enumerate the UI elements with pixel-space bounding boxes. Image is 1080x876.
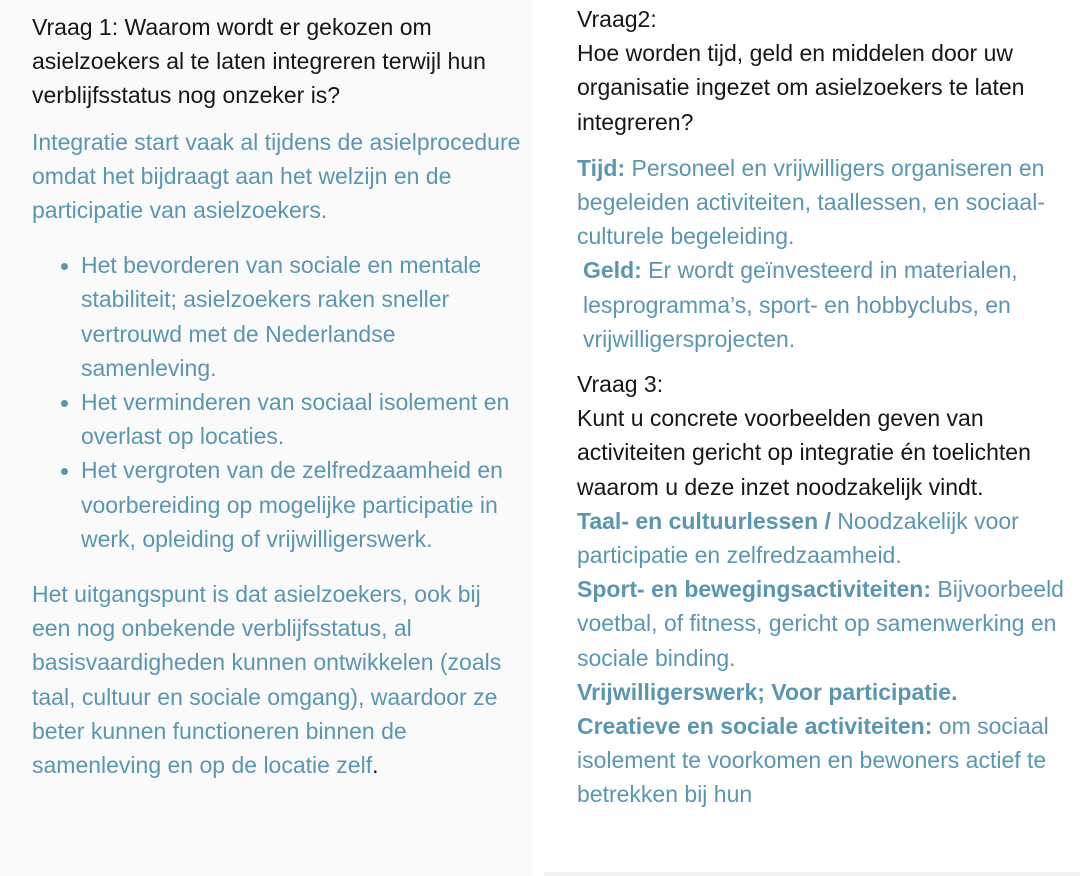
list-item <box>32 453 522 556</box>
list-item-text: Het bevorderen van sociale en mentale stabiliteit; asielzoekers raken sneller vertrouwd met de Nederlandse samenleving. <box>81 252 482 381</box>
vraag-1-bullet-list <box>32 248 522 556</box>
tijd-label: Tijd: <box>577 154 626 181</box>
geld-label: Geld: <box>583 257 642 284</box>
vraag-2-label: Vraag2: <box>577 6 657 32</box>
list-item <box>577 709 1073 812</box>
geld-text: Er wordt geïnvesteerd in materialen, lesprogramma’s, sport- en hobbyclubs, en vrijwilligersprojecten. <box>583 257 1018 352</box>
vraag-3-answer <box>577 504 1073 812</box>
item-label: Vrijwilligerswerk; Voor participatie. <box>577 678 958 705</box>
vraag-1-intro: Integratie start vaak al tijdens de asielprocedure omdat het bijdraagt aan het welzijn en de participatie van asielzoekers. <box>32 128 521 224</box>
item-label: Taal- en cultuurlessen / <box>577 507 831 534</box>
conclusion-text: Het uitgangspunt is dat asielzoekers, ook bij een nog onbekende verblijfsstatus, al basisvaardigheden kunnen ontwikkelen (zoals taal, cultuur en sociale omgang), waardoor ze beter kunnen functioneren binnen de samenleving en op de locatie zelf <box>32 581 502 779</box>
panel-divider <box>532 0 544 876</box>
right-panel <box>544 0 1080 876</box>
vraag-1-section <box>32 10 522 782</box>
list-item <box>577 572 1073 675</box>
item-label: Creatieve en sociale activiteiten: <box>577 713 933 740</box>
list-item-text: Het verminderen van sociaal isolement en overlast op locaties. <box>81 389 510 450</box>
item-text: om sociaal isolement te voorkomen en bewoners actief te betrekken bij hun <box>577 713 1049 808</box>
item-text: Bijvoorbeeld voetbal, of fitness, gericht op samenwerking en sociale binding. <box>577 576 1064 671</box>
geld-paragraph <box>577 253 1073 356</box>
bullet-dot-icon <box>61 468 68 475</box>
conclusion-period: . <box>372 752 379 779</box>
bullet-dot-icon <box>61 400 68 407</box>
vraag-2-answer <box>577 151 1073 356</box>
vraag-1-conclusion <box>32 577 522 782</box>
vraag-3-text: Kunt u concrete voorbeelden geven van activiteiten gericht op integratie én toelichten waarom u deze inzet noodzakelijk vindt. <box>577 405 1031 500</box>
vraag-2-question <box>577 2 1073 139</box>
list-item-text: Het vergroten van de zelfredzaamheid en voorbereiding op mogelijke participatie in werk, opleiding of vrijwilligerswerk. <box>81 457 503 552</box>
vraag-2-3-section <box>577 2 1073 812</box>
list-item <box>32 385 522 453</box>
tijd-text: Personeel en vrijwilligers organiseren en begeleiden activiteiten, taallessen, en sociaal-culturele begeleiding. <box>577 154 1045 250</box>
left-panel <box>0 0 532 876</box>
bottom-edge <box>544 872 1080 876</box>
vraag-3-question <box>577 367 1073 504</box>
bullet-dot-icon <box>61 263 68 270</box>
list-item <box>32 248 522 385</box>
vraag-2-text: Hoe worden tijd, geld en middelen door uw organisatie ingezet om asielzoekers te laten integreren? <box>577 40 1025 135</box>
tijd-paragraph <box>577 151 1073 254</box>
item-label: Sport- en bewegingsactiviteiten: <box>577 576 931 603</box>
item-text: Noodzakelijk voor participatie en zelfredzaamheid. <box>577 507 1019 569</box>
vraag-3-label: Vraag 3: <box>577 371 664 398</box>
vraag-1-question: Vraag 1: Waarom wordt er gekozen om asielzoekers al te laten integreren terwijl hun verblijfsstatus nog onzeker is? <box>32 14 486 109</box>
list-item <box>577 504 1073 572</box>
list-item <box>577 675 1073 709</box>
